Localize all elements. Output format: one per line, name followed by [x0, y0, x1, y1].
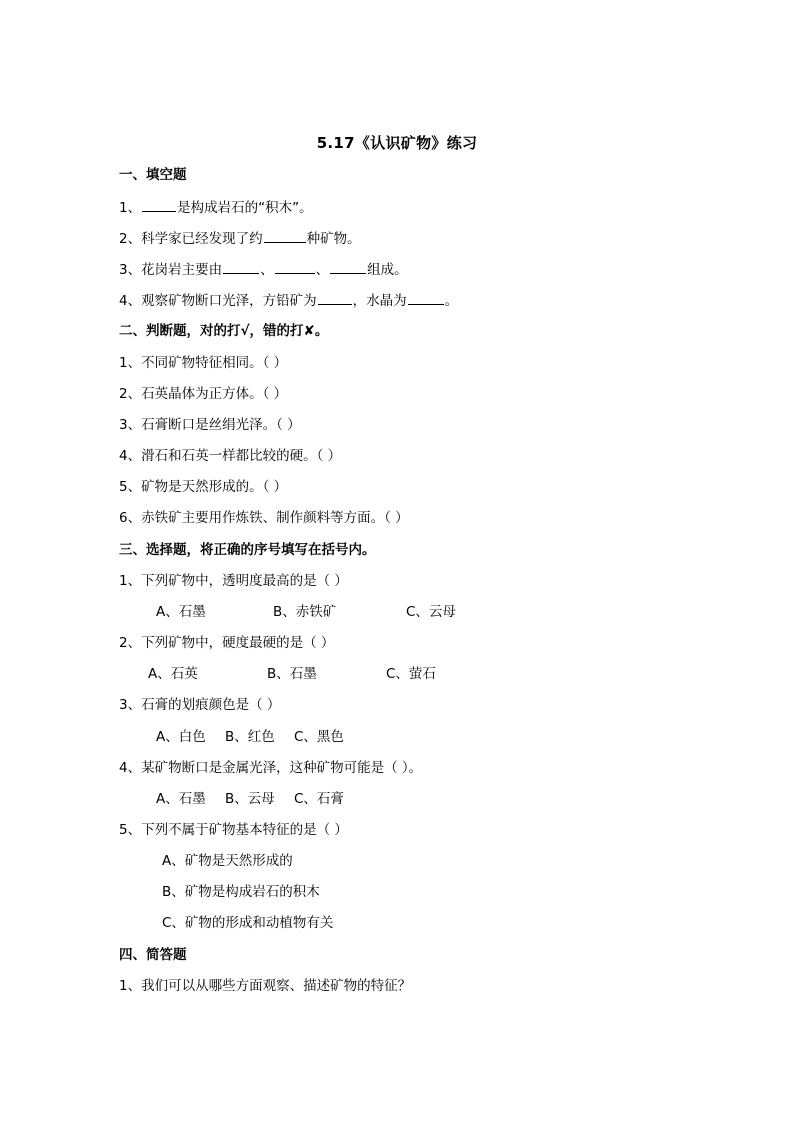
fill-q4-prefix: 4、观察矿物断口光泽，方铅矿为: [119, 293, 317, 309]
fill-q3-prefix: 3、花岗岩主要由: [119, 262, 223, 278]
choice-question-5: 5、下列不属于矿物基本特征的是（ ）: [119, 822, 348, 838]
answer-blank[interactable]: [275, 260, 315, 274]
choice-q5-option-b: B、矿物是构成岩石的积木: [162, 884, 320, 900]
fill-question-2: [119, 229, 361, 248]
choice-question-4: 4、某矿物断口是金属光泽，这种矿物可能是（ ）。: [119, 760, 423, 776]
fill-question-1: [119, 198, 313, 217]
choice-q5-option-a: A、矿物是天然形成的: [162, 853, 293, 869]
answer-blank[interactable]: [264, 229, 306, 243]
answer-blank[interactable]: [330, 260, 366, 274]
choice-q3-option-c: C、黑色: [294, 729, 344, 745]
judge-question-5: 5、矿物是天然形成的。（ ）: [119, 479, 288, 495]
choice-question-2: 2、下列矿物中，硬度最硬的是（ ）: [119, 635, 335, 651]
judge-question-1: 1、不同矿物特征相同。（ ）: [119, 355, 288, 371]
choice-q2-option-c: C、萤石: [386, 666, 436, 682]
choice-q4-option-c: C、石膏: [294, 791, 344, 807]
fill-q2-suffix: 种矿物。: [306, 231, 361, 247]
section-true-false-heading: 二、判断题，对的打√，错的打✘。: [119, 323, 329, 339]
fill-q1-prefix: 1、: [119, 200, 142, 216]
choice-q1-option-b: B、赤铁矿: [273, 604, 337, 620]
choice-q2-option-a: A、石英: [148, 666, 198, 682]
page-title: 5.17《认识矿物》练习: [316, 134, 478, 152]
choice-q1-option-c: C、云母: [406, 604, 456, 620]
fill-question-3: [119, 260, 408, 279]
fill-q4-suffix: 。: [444, 293, 459, 309]
choice-q3-option-a: A、白色: [156, 729, 206, 745]
fill-question-4: [119, 291, 458, 310]
answer-blank[interactable]: [318, 291, 352, 305]
short-answer-question-1: 1、我们可以从哪些方面观察、描述矿物的特征？: [119, 978, 412, 994]
choice-question-3: 3、石膏的划痕颜色是（ ）: [119, 697, 281, 713]
answer-blank[interactable]: [223, 260, 259, 274]
choice-q5-option-c: C、矿物的形成和动植物有关: [162, 915, 334, 931]
judge-question-3: 3、石膏断口是丝绢光泽。（ ）: [119, 417, 301, 433]
section-multiple-choice-heading: 三、选择题，将正确的序号填写在括号内。: [119, 542, 376, 558]
fill-q4-middle: ，水晶为: [352, 293, 407, 309]
choice-q1-option-a: A、石墨: [156, 604, 206, 620]
judge-question-4: 4、滑石和石英一样都比较的硬。（ ）: [119, 448, 342, 464]
choice-q3-option-b: B、红色: [225, 729, 275, 745]
choice-q2-option-b: B、石墨: [267, 666, 317, 682]
answer-blank[interactable]: [142, 198, 176, 212]
choice-q4-option-b: B、云母: [225, 791, 275, 807]
section-fill-blank-heading: 一、填空题: [119, 167, 187, 183]
answer-blank[interactable]: [408, 291, 444, 305]
judge-question-2: 2、石英晶体为正方体。（ ）: [119, 386, 288, 402]
fill-q2-prefix: 2、科学家已经发现了约: [119, 231, 263, 247]
fill-q3-suffix: 组成。: [367, 262, 408, 278]
section-short-answer-heading: 四、简答题: [119, 947, 187, 963]
fill-q1-suffix: 是构成岩石的“积木”。: [177, 200, 313, 216]
choice-q4-option-a: A、石墨: [156, 791, 206, 807]
judge-question-6: 6、赤铁矿主要用作炼铁、制作颜料等方面。（ ）: [119, 510, 409, 526]
fill-q3-sep: 、: [315, 262, 330, 278]
fill-q3-sep: 、: [260, 262, 274, 278]
choice-question-1: 1、下列矿物中，透明度最高的是（ ）: [119, 573, 348, 589]
